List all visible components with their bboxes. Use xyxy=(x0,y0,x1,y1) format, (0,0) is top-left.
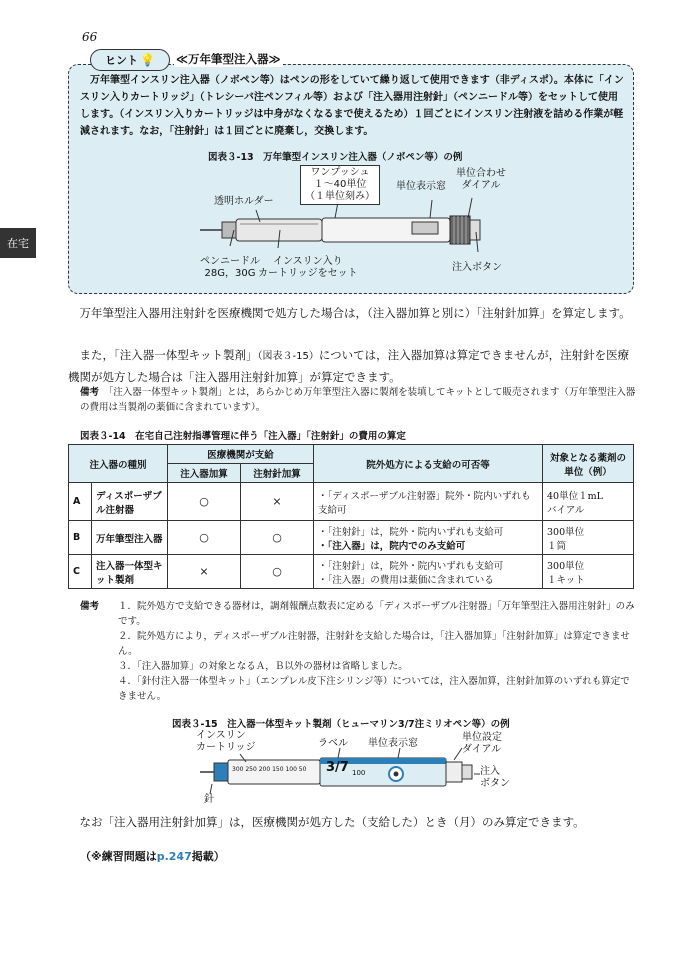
hint-badge-label: ヒント xyxy=(105,54,139,67)
lightbulb-icon: 💡 xyxy=(140,53,155,67)
label-cartridge: インスリン入り カートリッジをセット xyxy=(258,256,358,279)
table-caption: 図表３-14 在宅自己注射指導管理に伴う「注入器」「注射針」の費用の算定 xyxy=(80,431,406,442)
label-kit-needle: 針 xyxy=(204,794,214,805)
kit-pen-ratio-sub: 100 xyxy=(352,769,366,777)
table-notes: 備考 １．院外処方で支給できる器材は，調剤報酬点数表に定める「ディスポーザブル注射器」「万年筆型注入器用注射針」のみです。 ２．院外処方により，ディスポーザブル注射器，注射針を支給した場合は，「注入器加算」「注射針加算」は算定できません。 ３．「注入器加算」の対象となるＡ，Ｂ以外の器材は省略しました。 ４．「針付注入器一体型キット」（エンプレル皮下注シリンジ等）については，注入器加算，注射針加算のいずれも算定できません。 xyxy=(80,601,635,702)
body-paragraph-3: なお「注入器用注射針加算」は，医療機関が処方した（支給した）とき（月）のみ算定できます。 xyxy=(79,815,585,829)
fee-table xyxy=(68,444,634,589)
table-row: C 注入器一体型キット製剤 × ○ ・「注射針」は，院外・院内いずれも支給可 ・「注入器」の費用は薬価に含まれている 300単位 １キット xyxy=(69,555,634,589)
hint-paragraph: 万年筆型インスリン注入器（ノボペン等）はペンの形をしていて繰り返して使用できます（非ディスポ）。本体に「インスリン入りカートリッジ」（トレシーバ注ペンフィル等）および「注入器用注射針」（ペンニードル等）をセットして使用します。（インスリン入りカートリッジは中身がなくなるまで使えるため）１回ごとにインスリン注射液を詰める作業が軽減されます。なお，「注射針」は１回ごとに廃棄し，交換します。 xyxy=(80,75,624,137)
th-injector: 注入器加算 xyxy=(168,464,241,483)
label-inject-button: 注入ボタン xyxy=(452,262,502,273)
th-facility: 医療機関が支給 xyxy=(168,445,314,464)
label-kit-cartridge: インスリン カートリッジ xyxy=(196,730,256,753)
label-unit-dial: 単位合わせ ダイアル xyxy=(456,168,506,191)
label-kit-button: 注入 ボタン xyxy=(480,766,510,789)
exercise-page-link[interactable]: p.247 xyxy=(156,850,192,863)
label-kit-dial: 単位設定 ダイアル xyxy=(462,732,502,755)
chapter-side-tab: 在宅 xyxy=(0,228,36,258)
label-pen-needle: ペンニードル 28G，30G xyxy=(200,256,260,279)
label-clear-holder: 透明ホルダー xyxy=(214,196,274,207)
note-1: 備考 「注入器一体型キット製剤」とは，あらかじめ万年筆型注入器に製剤を装填してキットとして販売されます（万年筆型注入器の費用は当製剤の薬価に含まれています）。 xyxy=(80,387,636,413)
body-paragraph-1: 万年筆型注入器用注射針を医療機関で処方した場合は，（注入器加算と別に）「注射針加算」を算定します。 xyxy=(79,306,631,320)
th-type: 注入器の種別 xyxy=(69,445,168,483)
kit-pen-scale: 300 250 200 150 100 50 xyxy=(232,766,307,773)
table-row: A ディスポーザブル注射器 ○ × ・「ディスポーザブル注射器」院外・院内いずれも支給可 40単位１mL バイアル xyxy=(69,483,634,521)
th-outside: 院外処方による支給の可否等 xyxy=(314,445,543,483)
table-row: B 万年筆型注入器 ○ ○ ・「注射針」は，院外・院内いずれも支給可 ・「注入器」は，院内でのみ支給可 300単位 １筒 xyxy=(69,521,634,555)
exercise-reference: （※練習問題はp.247掲載） xyxy=(80,850,225,863)
hint-title: ≪万年筆型注入器≫ xyxy=(176,52,281,66)
label-kit-label: ラベル xyxy=(318,738,348,749)
figure-13-caption: 図表３-13 万年筆型インスリン注入器（ノボペン等）の例 xyxy=(208,152,463,163)
th-needle: 注射針加算 xyxy=(241,464,314,483)
label-unit-window: 単位表示窓 xyxy=(396,181,446,192)
body-paragraph-2: また，「注入器一体型キット製剤」（図表３-15）については，注入器加算は算定できませんが，注射針を医療機関が処方した場合は「注入器用注射針加算」が算定できます。 xyxy=(68,348,630,384)
label-one-push: ワンプッシュ １～40単位 （１単位刻み） xyxy=(300,165,380,205)
label-kit-window: 単位表示窓 xyxy=(368,738,418,749)
figure-15-caption: 図表３-15 注入器一体型キット製剤（ヒューマリン3/7注ミリオペン等）の例 xyxy=(172,719,510,730)
hint-badge xyxy=(90,49,170,71)
page-number: 66 xyxy=(82,30,98,44)
kit-pen-ratio: 3/7 xyxy=(326,760,349,775)
th-unit: 対象となる薬剤の単位（例） xyxy=(543,445,634,483)
